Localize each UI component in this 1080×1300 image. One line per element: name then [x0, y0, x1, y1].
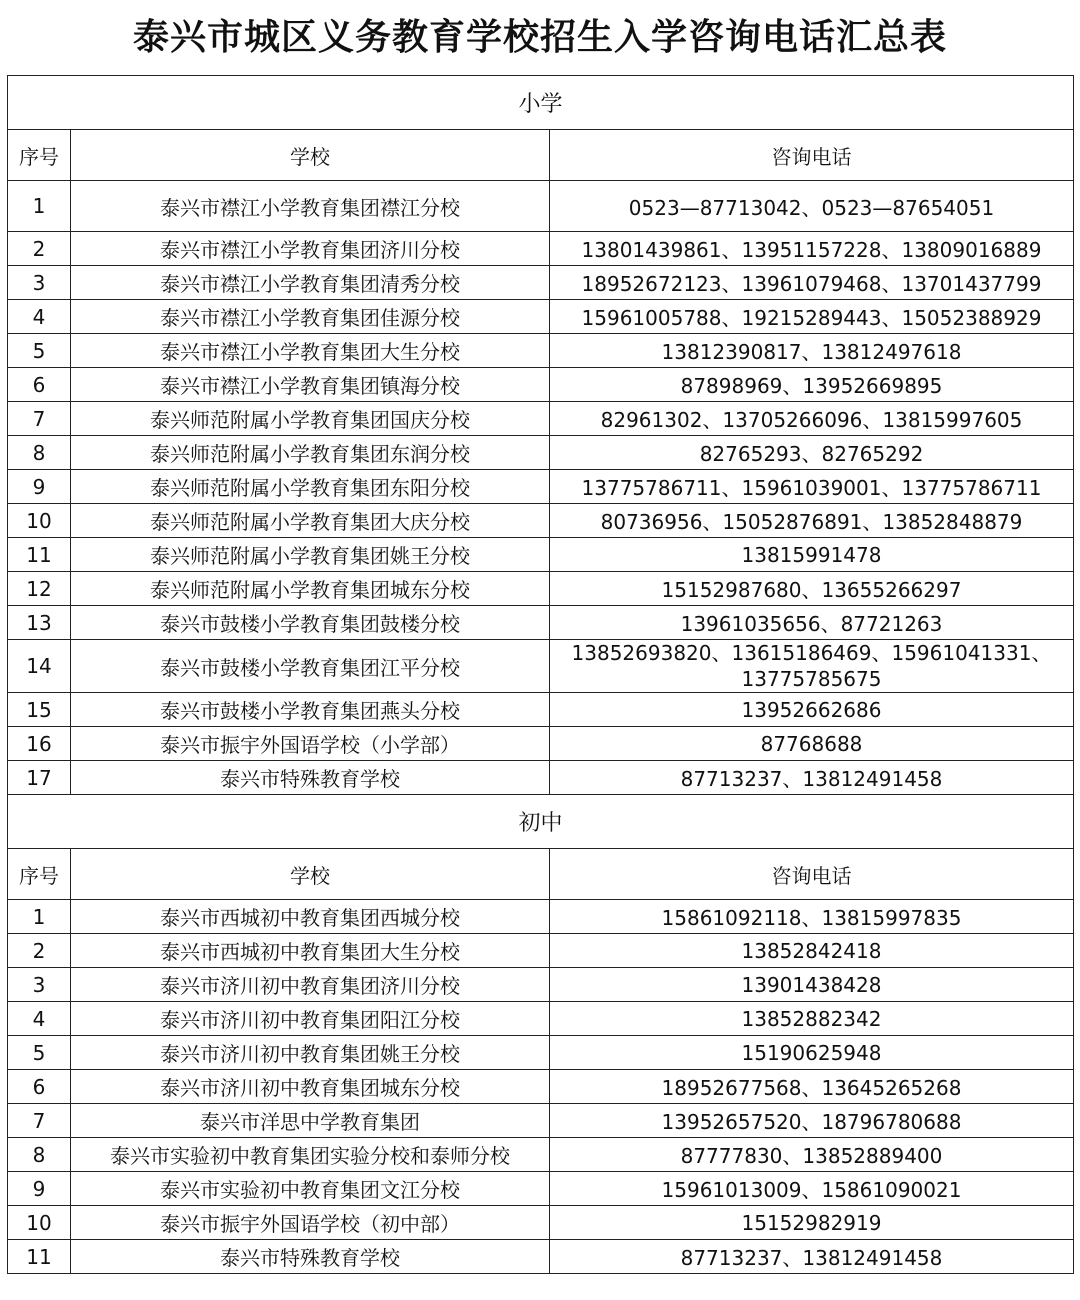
school-name: 泰兴市实验初中教育集团实验分校和泰师分校: [71, 1138, 550, 1172]
row-number: 14: [8, 640, 71, 693]
row-number: 15: [8, 693, 71, 727]
row-number: 16: [8, 727, 71, 761]
school-name: 泰兴市洋思中学教育集团: [71, 1104, 550, 1138]
school-name: 泰兴市济川初中教育集团姚王分校: [71, 1036, 550, 1070]
school-name: 泰兴市济川初中教育集团城东分校: [71, 1070, 550, 1104]
contact-table: [7, 75, 1074, 1274]
school-name: 泰兴师范附属小学教育集团大庆分校: [71, 504, 550, 538]
table-row: [8, 761, 1074, 795]
row-number: 11: [8, 1240, 71, 1274]
row-number: 3: [8, 968, 71, 1002]
table-row: [8, 1206, 1074, 1240]
row-number: 10: [8, 1206, 71, 1240]
section-heading: 小学: [8, 76, 1074, 130]
row-number: 8: [8, 436, 71, 470]
phone-numbers: 82765293、82765292: [550, 436, 1074, 470]
phone-numbers: 15152982919: [550, 1206, 1074, 1240]
table-row: [8, 1036, 1074, 1070]
school-name: 泰兴师范附属小学教育集团东润分校: [71, 436, 550, 470]
phone-numbers: 15961005788、19215289443、15052388929: [550, 300, 1074, 334]
table-row: [8, 300, 1074, 334]
phone-numbers: 87713237、13812491458: [550, 1240, 1074, 1274]
table-row: [8, 1104, 1074, 1138]
school-name: 泰兴市鼓楼小学教育集团鼓楼分校: [71, 606, 550, 640]
row-number: 4: [8, 300, 71, 334]
phone-numbers: 13775786711、15961039001、13775786711: [550, 470, 1074, 504]
table-row: [8, 572, 1074, 606]
phone-numbers: 82961302、13705266096、13815997605: [550, 402, 1074, 436]
table-row: [8, 334, 1074, 368]
row-number: 5: [8, 1036, 71, 1070]
phone-numbers: 87898969、13952669895: [550, 368, 1074, 402]
school-name: 泰兴市振宇外国语学校（初中部）: [71, 1206, 550, 1240]
school-name: 泰兴市济川初中教育集团济川分校: [71, 968, 550, 1002]
phone-numbers: 15961013009、15861090021: [550, 1172, 1074, 1206]
row-number: 5: [8, 334, 71, 368]
phone-numbers: 18952677568、13645265268: [550, 1070, 1074, 1104]
column-header-school: 学校: [71, 130, 550, 181]
phone-numbers: 13852882342: [550, 1002, 1074, 1036]
school-name: 泰兴市襟江小学教育集团佳源分校: [71, 300, 550, 334]
row-number: 7: [8, 402, 71, 436]
row-number: 3: [8, 266, 71, 300]
table-row: [8, 693, 1074, 727]
school-name: 泰兴市襟江小学教育集团大生分校: [71, 334, 550, 368]
row-number: 2: [8, 232, 71, 266]
school-name: 泰兴市襟江小学教育集团济川分校: [71, 232, 550, 266]
school-name: 泰兴师范附属小学教育集团姚王分校: [71, 538, 550, 572]
phone-numbers: 80736956、15052876891、13852848879: [550, 504, 1074, 538]
table-row: [8, 402, 1074, 436]
phone-numbers: 13901438428: [550, 968, 1074, 1002]
phone-numbers: 87777830、13852889400: [550, 1138, 1074, 1172]
school-name: 泰兴市济川初中教育集团阳江分校: [71, 1002, 550, 1036]
school-name: 泰兴师范附属小学教育集团东阳分校: [71, 470, 550, 504]
table-row: [8, 368, 1074, 402]
table-row: [8, 1070, 1074, 1104]
table-row: [8, 232, 1074, 266]
phone-numbers: 13801439861、13951157228、13809016889: [550, 232, 1074, 266]
phone-numbers: 87768688: [550, 727, 1074, 761]
table-row: [8, 934, 1074, 968]
table-row: [8, 266, 1074, 300]
phone-numbers: 15152987680、13655266297: [550, 572, 1074, 606]
table-row: [8, 504, 1074, 538]
row-number: 10: [8, 504, 71, 538]
table-row: [8, 538, 1074, 572]
table-row: [8, 181, 1074, 232]
school-name: 泰兴市鼓楼小学教育集团江平分校: [71, 640, 550, 693]
school-name: 泰兴师范附属小学教育集团国庆分校: [71, 402, 550, 436]
school-name: 泰兴市实验初中教育集团文江分校: [71, 1172, 550, 1206]
school-name: 泰兴市特殊教育学校: [71, 761, 550, 795]
table-row: [8, 640, 1074, 693]
row-number: 17: [8, 761, 71, 795]
table-row: [8, 968, 1074, 1002]
row-number: 11: [8, 538, 71, 572]
row-number: 9: [8, 470, 71, 504]
column-header-phone: 咨询电话: [550, 849, 1074, 900]
column-header-no: 序号: [8, 130, 71, 181]
row-number: 6: [8, 1070, 71, 1104]
row-number: 2: [8, 934, 71, 968]
row-number: 12: [8, 572, 71, 606]
school-name: 泰兴市特殊教育学校: [71, 1240, 550, 1274]
table-row: [8, 727, 1074, 761]
row-number: 1: [8, 900, 71, 934]
column-header-school: 学校: [71, 849, 550, 900]
phone-numbers: 13952662686: [550, 693, 1074, 727]
phone-numbers: 13961035656、87721263: [550, 606, 1074, 640]
school-name: 泰兴市鼓楼小学教育集团燕头分校: [71, 693, 550, 727]
school-name: 泰兴市襟江小学教育集团襟江分校: [71, 181, 550, 232]
table-row: [8, 900, 1074, 934]
row-number: 4: [8, 1002, 71, 1036]
row-number: 1: [8, 181, 71, 232]
row-number: 7: [8, 1104, 71, 1138]
section-heading-row: [8, 795, 1074, 849]
phone-numbers: 87713237、13812491458: [550, 761, 1074, 795]
phone-numbers: 13852693820、13615186469、15961041331、13775785675: [550, 640, 1074, 693]
column-header-row: [8, 849, 1074, 900]
section-heading-row: [8, 76, 1074, 130]
table-row: [8, 1002, 1074, 1036]
row-number: 9: [8, 1172, 71, 1206]
table-row: [8, 1240, 1074, 1274]
phone-numbers: 0523—87713042、0523—87654051: [550, 181, 1074, 232]
row-number: 6: [8, 368, 71, 402]
phone-numbers: 13852842418: [550, 934, 1074, 968]
table-row: [8, 1172, 1074, 1206]
row-number: 13: [8, 606, 71, 640]
row-number: 8: [8, 1138, 71, 1172]
table-row: [8, 470, 1074, 504]
phone-numbers: 15861092118、13815997835: [550, 900, 1074, 934]
phone-numbers: 13815991478: [550, 538, 1074, 572]
school-name: 泰兴市振宇外国语学校（小学部）: [71, 727, 550, 761]
phone-numbers: 13812390817、13812497618: [550, 334, 1074, 368]
phone-numbers: 15190625948: [550, 1036, 1074, 1070]
phone-numbers: 18952672123、13961079468、13701437799: [550, 266, 1074, 300]
school-name: 泰兴师范附属小学教育集团城东分校: [71, 572, 550, 606]
school-name: 泰兴市西城初中教育集团大生分校: [71, 934, 550, 968]
column-header-row: [8, 130, 1074, 181]
phone-numbers: 13952657520、18796780688: [550, 1104, 1074, 1138]
table-row: [8, 436, 1074, 470]
section-heading: 初中: [8, 795, 1074, 849]
school-name: 泰兴市西城初中教育集团西城分校: [71, 900, 550, 934]
school-name: 泰兴市襟江小学教育集团清秀分校: [71, 266, 550, 300]
school-name: 泰兴市襟江小学教育集团镇海分校: [71, 368, 550, 402]
page-title: 泰兴市城区义务教育学校招生入学咨询电话汇总表: [132, 16, 947, 58]
column-header-no: 序号: [8, 849, 71, 900]
table-row: [8, 606, 1074, 640]
table-row: [8, 1138, 1074, 1172]
column-header-phone: 咨询电话: [550, 130, 1074, 181]
